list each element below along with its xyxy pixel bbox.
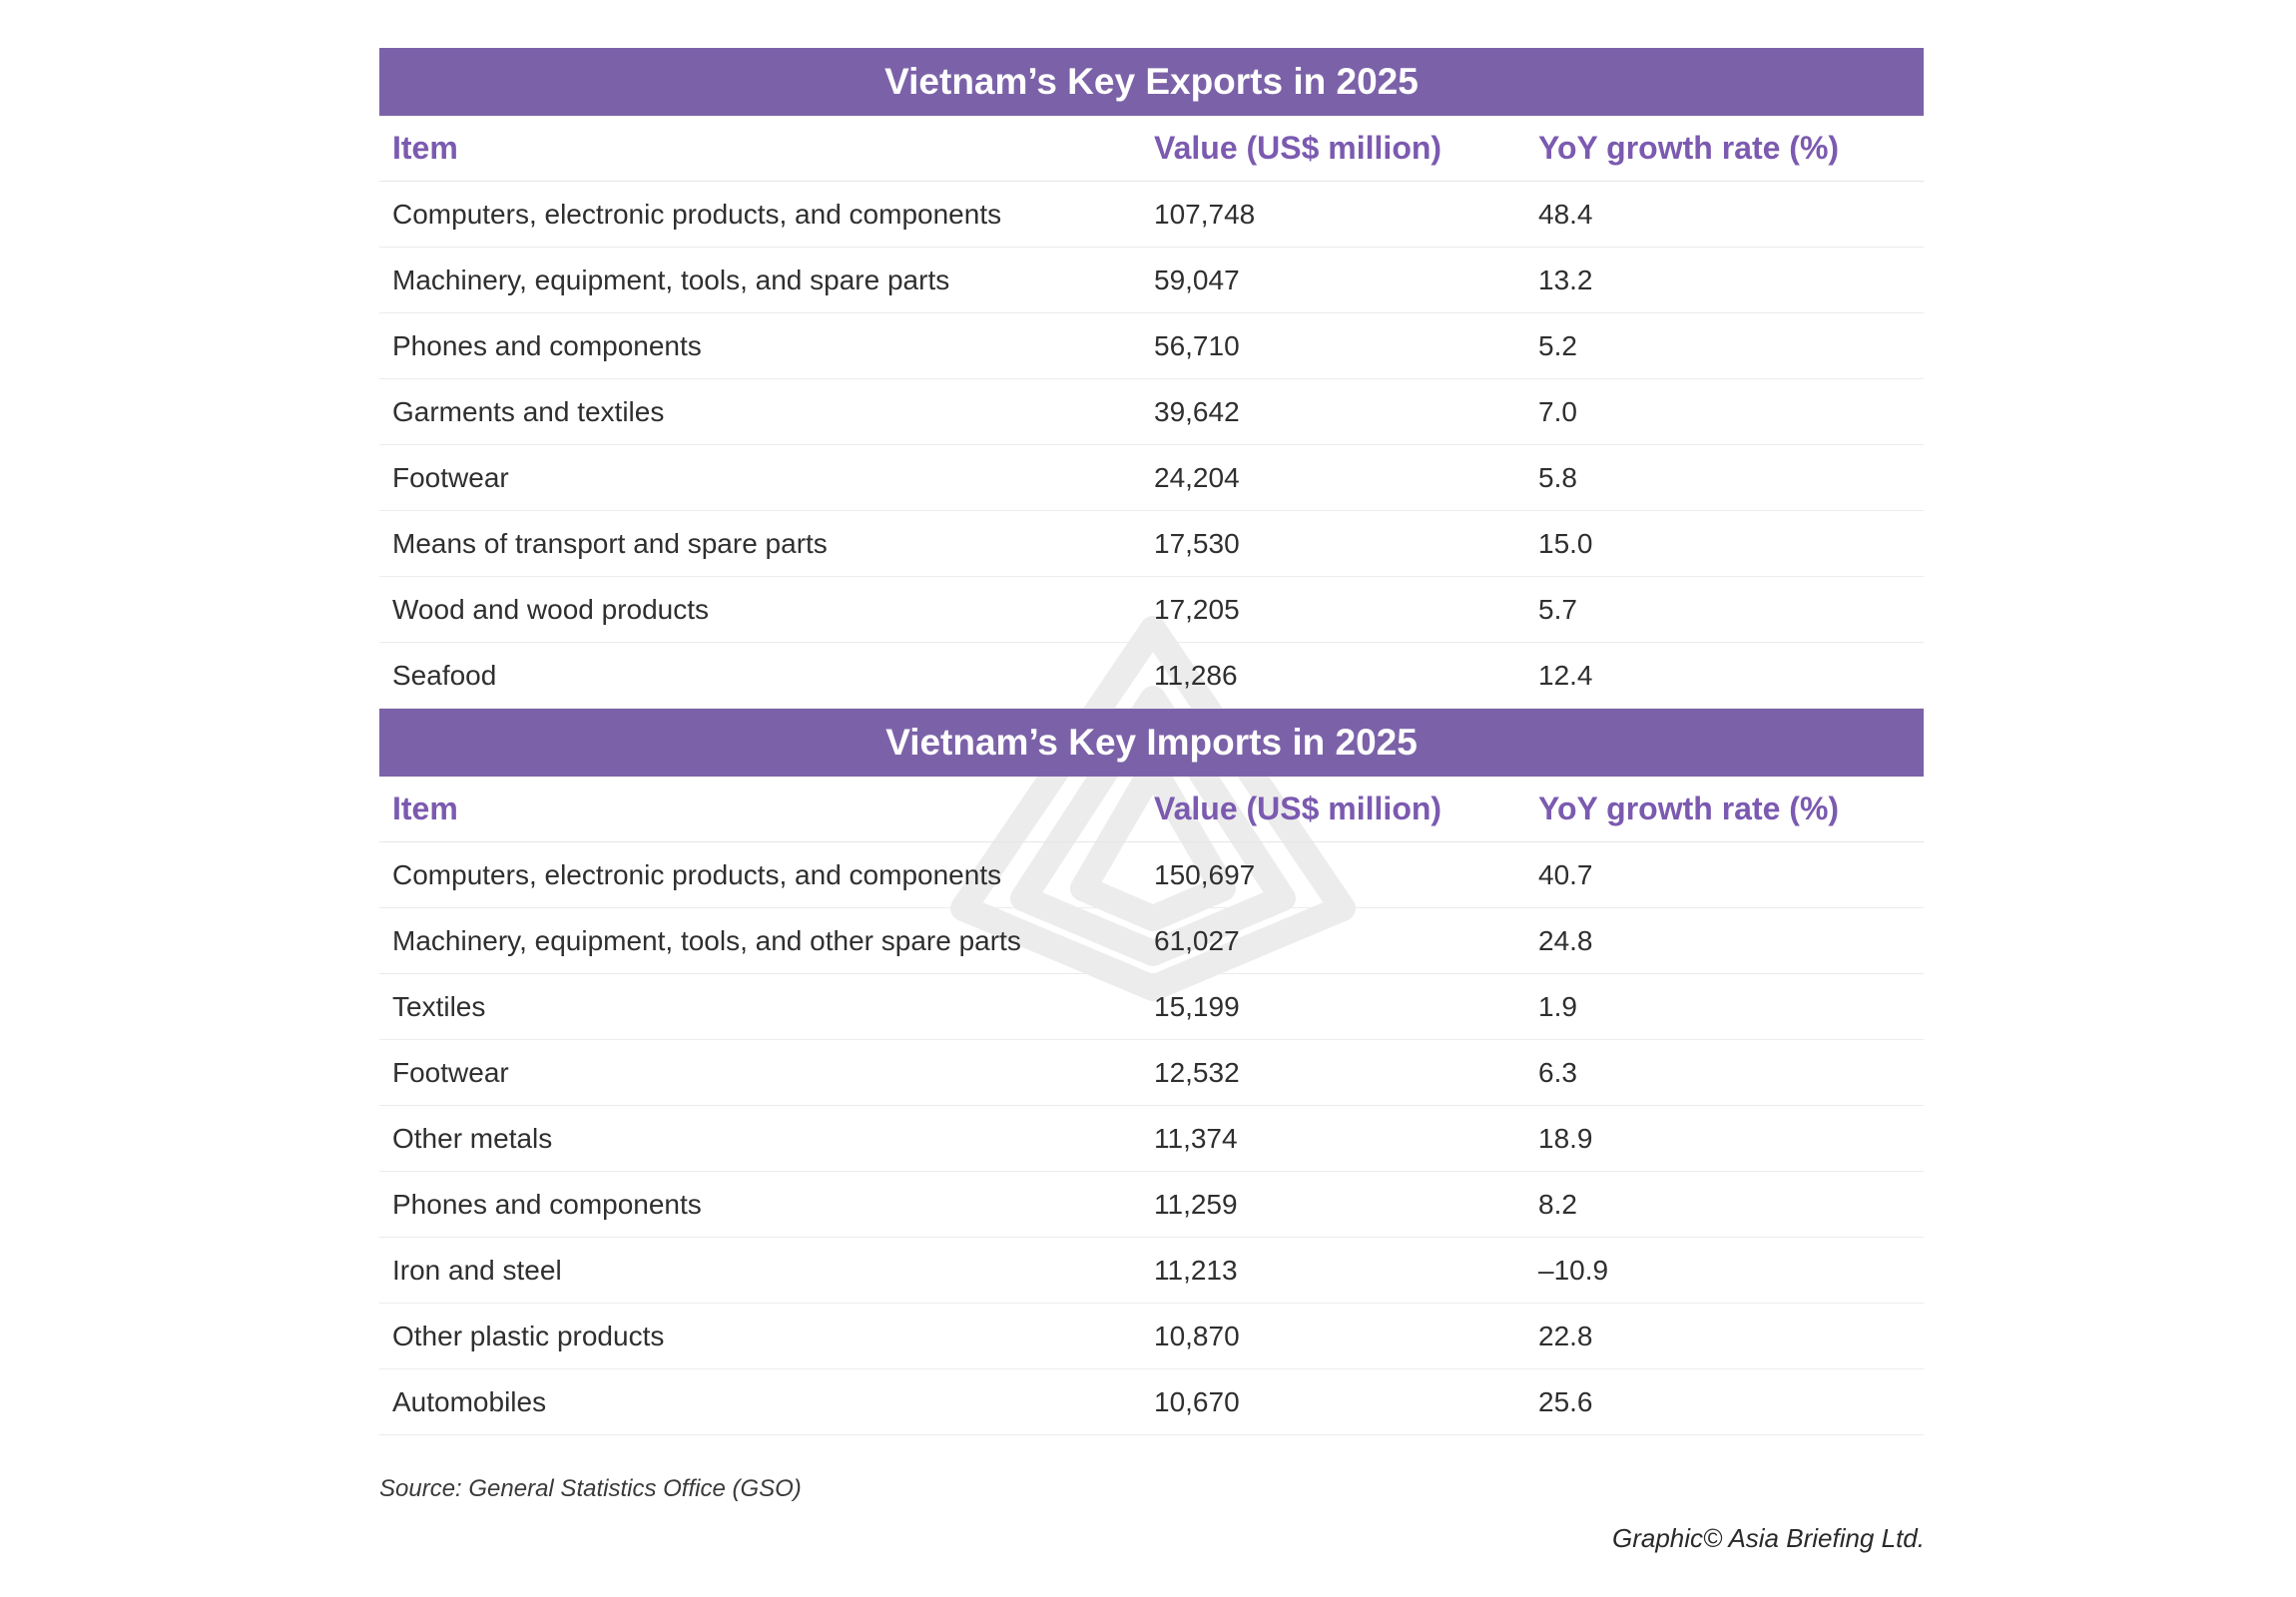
cell-value: 107,748 xyxy=(1154,198,1256,230)
cell-item: Means of transport and spare parts xyxy=(392,527,828,559)
table-row xyxy=(379,511,1924,577)
cell-item: Other plastic products xyxy=(392,1320,665,1351)
cell-growth: 1.9 xyxy=(1538,990,1577,1022)
graphic-credit: Graphic© Asia Briefing Ltd. xyxy=(1611,1523,1925,1553)
cell-growth: 7.0 xyxy=(1538,395,1577,427)
cell-value: 59,047 xyxy=(1154,264,1240,295)
column-header-item: Item xyxy=(392,791,458,826)
cell-item: Phones and components xyxy=(392,329,702,361)
cell-growth: 5.7 xyxy=(1538,593,1577,625)
cell-growth: 8.2 xyxy=(1538,1188,1577,1220)
cell-value: 61,027 xyxy=(1154,924,1240,956)
cell-growth: 15.0 xyxy=(1538,527,1593,559)
cell-item: Footwear xyxy=(392,1056,509,1088)
table-row xyxy=(379,1040,1924,1106)
cell-growth: 22.8 xyxy=(1538,1320,1593,1351)
cell-item: Machinery, equipment, tools, and other spare parts xyxy=(392,924,1021,956)
column-header-item: Item xyxy=(392,130,458,166)
table-row xyxy=(379,1304,1924,1369)
cell-growth: 18.9 xyxy=(1538,1122,1593,1154)
cell-item: Automobiles xyxy=(392,1385,547,1417)
table-row xyxy=(379,1238,1924,1304)
column-header-growth: YoY growth rate (%) xyxy=(1538,791,1840,826)
cell-growth: 13.2 xyxy=(1538,264,1593,295)
table-row xyxy=(379,643,1924,709)
table-row xyxy=(379,379,1924,445)
table-row xyxy=(379,974,1924,1040)
column-header-value: Value (US$ million) xyxy=(1154,791,1442,826)
table-row xyxy=(379,842,1924,908)
trade-tables xyxy=(379,48,1924,1435)
cell-item: Machinery, equipment, tools, and spare parts xyxy=(392,264,950,295)
imports-table-body xyxy=(379,842,1924,1435)
cell-value: 150,697 xyxy=(1154,858,1256,890)
table-row xyxy=(379,445,1924,511)
table-row xyxy=(379,313,1924,379)
table-row xyxy=(379,1106,1924,1172)
cell-item: Footwear xyxy=(392,461,509,493)
cell-growth: 5.8 xyxy=(1538,461,1577,493)
cell-item: Textiles xyxy=(392,990,486,1022)
table-row xyxy=(379,908,1924,974)
table-row xyxy=(379,1172,1924,1238)
exports-title: Vietnam’s Key Exports in 2025 xyxy=(379,48,1924,116)
cell-item: Wood and wood products xyxy=(392,593,710,625)
cell-value: 10,870 xyxy=(1154,1320,1240,1351)
table-row xyxy=(379,1369,1924,1435)
cell-growth: 6.3 xyxy=(1538,1056,1577,1088)
cell-value: 11,213 xyxy=(1154,1254,1238,1286)
cell-value: 11,286 xyxy=(1154,659,1238,691)
imports-title: Vietnam’s Key Imports in 2025 xyxy=(379,709,1924,777)
cell-growth: –10.9 xyxy=(1538,1254,1609,1286)
table-row xyxy=(379,182,1924,248)
cell-growth: 40.7 xyxy=(1538,858,1593,890)
exports-table-body xyxy=(379,182,1924,709)
cell-value: 15,199 xyxy=(1154,990,1240,1022)
cell-value: 12,532 xyxy=(1154,1056,1240,1088)
cell-value: 39,642 xyxy=(1154,395,1240,427)
table-row xyxy=(379,577,1924,643)
cell-value: 24,204 xyxy=(1154,461,1240,493)
exports-header-row xyxy=(379,116,1924,182)
source-note: Source: General Statistics Office (GSO) xyxy=(379,1475,802,1502)
imports-header-row xyxy=(379,777,1924,842)
column-header-growth: YoY growth rate (%) xyxy=(1538,130,1840,166)
cell-growth: 25.6 xyxy=(1538,1385,1593,1417)
cell-value: 17,530 xyxy=(1154,527,1240,559)
cell-value: 17,205 xyxy=(1154,593,1240,625)
cell-value: 10,670 xyxy=(1154,1385,1240,1417)
cell-value: 11,259 xyxy=(1154,1188,1238,1220)
cell-item: Seafood xyxy=(392,659,497,691)
cell-item: Iron and steel xyxy=(392,1254,562,1286)
cell-item: Computers, electronic products, and components xyxy=(392,858,1002,890)
cell-value: 11,374 xyxy=(1154,1122,1238,1154)
cell-item: Garments and textiles xyxy=(392,395,665,427)
cell-growth: 24.8 xyxy=(1538,924,1593,956)
cell-item: Computers, electronic products, and components xyxy=(392,198,1002,230)
cell-value: 56,710 xyxy=(1154,329,1240,361)
cell-item: Phones and components xyxy=(392,1188,702,1220)
cell-item: Other metals xyxy=(392,1122,553,1154)
column-header-value: Value (US$ million) xyxy=(1154,130,1442,166)
cell-growth: 5.2 xyxy=(1538,329,1577,361)
cell-growth: 12.4 xyxy=(1538,659,1593,691)
table-row xyxy=(379,248,1924,313)
cell-growth: 48.4 xyxy=(1538,198,1593,230)
